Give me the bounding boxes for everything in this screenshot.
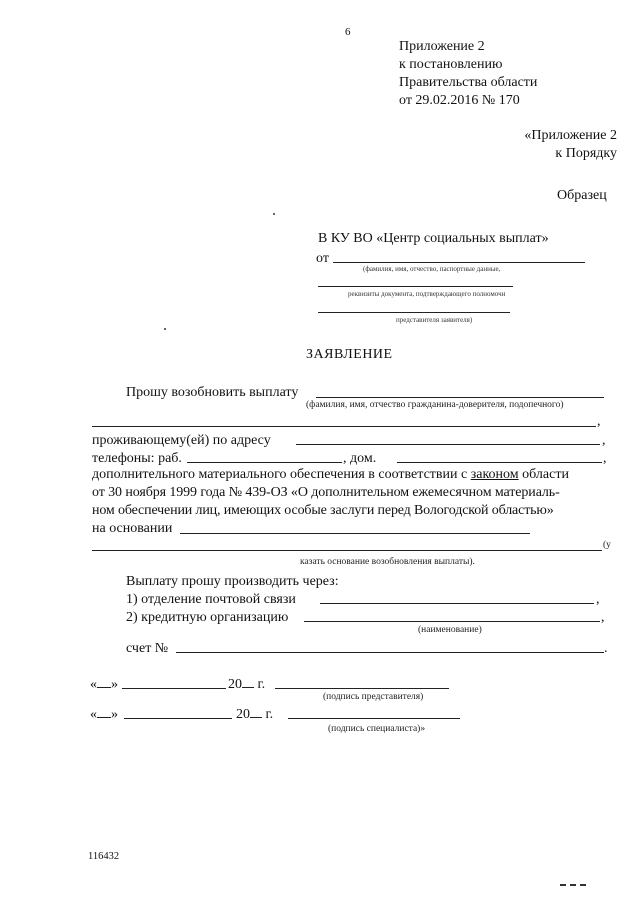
post-office-field[interactable]: [320, 603, 594, 604]
period: .: [604, 641, 608, 656]
representative-signature-field[interactable]: [275, 688, 449, 689]
basis-caption: казать основание возобновления выплаты).: [300, 557, 475, 567]
year-field[interactable]: [242, 676, 254, 688]
home-phone-field[interactable]: [397, 462, 602, 463]
year-prefix: 20: [228, 677, 242, 692]
from-field[interactable]: [333, 262, 585, 263]
quote: »: [111, 677, 118, 692]
account-label: счет №: [126, 641, 169, 656]
specialist-signature-field[interactable]: [288, 718, 460, 719]
request-caption: (фамилия, имя, отчество гражданина-доверителя, подопечного): [306, 400, 564, 410]
header-line-3: Правительства области: [399, 75, 538, 90]
option-post-office: 1) отделение почтовой связи: [126, 592, 296, 607]
beneficiary-name-field-2[interactable]: [92, 426, 596, 427]
year-suffix: г.: [265, 707, 274, 722]
year-field[interactable]: [250, 706, 262, 718]
day-field[interactable]: [97, 706, 111, 718]
paragraph-line-2: от 30 ноября 1999 года № 439-ОЗ «О дополнительном ежемесячном материаль-: [92, 485, 560, 500]
basis-field[interactable]: [180, 533, 530, 534]
org-caption: (наименование): [418, 625, 482, 635]
quote: «: [90, 707, 97, 722]
phones-label: телефоны: раб.: [92, 451, 182, 466]
option-credit-org: 2) кредитную организацию: [126, 610, 289, 625]
basis-label: на основании: [92, 521, 173, 536]
signature-1-date: [90, 676, 118, 693]
credit-org-field[interactable]: [304, 621, 600, 622]
law-link[interactable]: законом: [470, 467, 519, 482]
document-title: ЗАЯВЛЕНИЕ: [306, 347, 393, 362]
signature-2-year: [236, 706, 273, 723]
paragraph-line-1: [92, 466, 569, 483]
month-field[interactable]: [122, 688, 226, 689]
address-field[interactable]: [296, 444, 600, 445]
address-label: проживающему(ей) по адресу: [92, 433, 271, 448]
home-phone-label: , дом.: [343, 451, 377, 466]
header-line-4: от 29.02.2016 № 170: [399, 93, 520, 108]
paragraph-line-3: ном обеспечении лиц, имеющих особые заслуги перед Вологодской областью»: [92, 503, 554, 518]
header-line-1: Приложение 2: [399, 39, 485, 54]
sample-label: Образец: [557, 188, 607, 203]
work-phone-field[interactable]: [187, 462, 342, 463]
comma: ,: [596, 592, 600, 607]
year-prefix: 20: [236, 707, 250, 722]
request-label: Прошу возобновить выплату: [126, 385, 299, 400]
payment-label: Выплату прошу производить через:: [126, 574, 339, 589]
account-field[interactable]: [176, 652, 604, 653]
from-caption-3: представителя заявителя): [396, 316, 473, 324]
from-caption-2: реквизиты документа, подтверждающего полномочи: [348, 290, 506, 298]
quote: «: [90, 677, 97, 692]
credentials-field[interactable]: [318, 286, 513, 287]
year-suffix: г.: [257, 677, 266, 692]
beneficiary-name-field[interactable]: [316, 397, 604, 398]
appendix-line-1: «Приложение 2: [524, 128, 617, 143]
from-caption-1: (фамилия, имя, отчество, паспортные данные,: [363, 265, 501, 273]
scan-mark: [560, 884, 586, 890]
signature-2-caption: (подпись специалиста)»: [328, 724, 426, 734]
month-field[interactable]: [124, 718, 232, 719]
basis-end: (у: [603, 540, 611, 550]
scan-dot: [164, 328, 166, 330]
footer-code: 116432: [88, 851, 120, 862]
basis-field-2[interactable]: [92, 550, 602, 551]
scan-dot: [273, 213, 275, 215]
day-field[interactable]: [97, 676, 111, 688]
from-label: от: [316, 251, 329, 266]
representative-field[interactable]: [318, 312, 510, 313]
paragraph-text: области: [522, 467, 569, 482]
header-line-2: к постановлению: [399, 57, 503, 72]
page-number: 6: [345, 26, 351, 38]
appendix-line-2: к Порядку: [555, 146, 617, 161]
comma: ,: [603, 451, 607, 466]
signature-2-date: [90, 706, 118, 723]
addressee: В КУ ВО «Центр социальных выплат»: [318, 231, 549, 246]
signature-1-year: [228, 676, 265, 693]
signature-1-caption: (подпись представителя): [323, 692, 424, 702]
comma: ,: [602, 433, 606, 448]
comma: ,: [601, 610, 605, 625]
resolution-header: [399, 38, 537, 110]
comma: ,: [597, 414, 601, 429]
appendix-header: [511, 127, 617, 163]
paragraph-text: дополнительного материального обеспечения в соответствии с: [92, 467, 468, 482]
quote: »: [111, 707, 118, 722]
